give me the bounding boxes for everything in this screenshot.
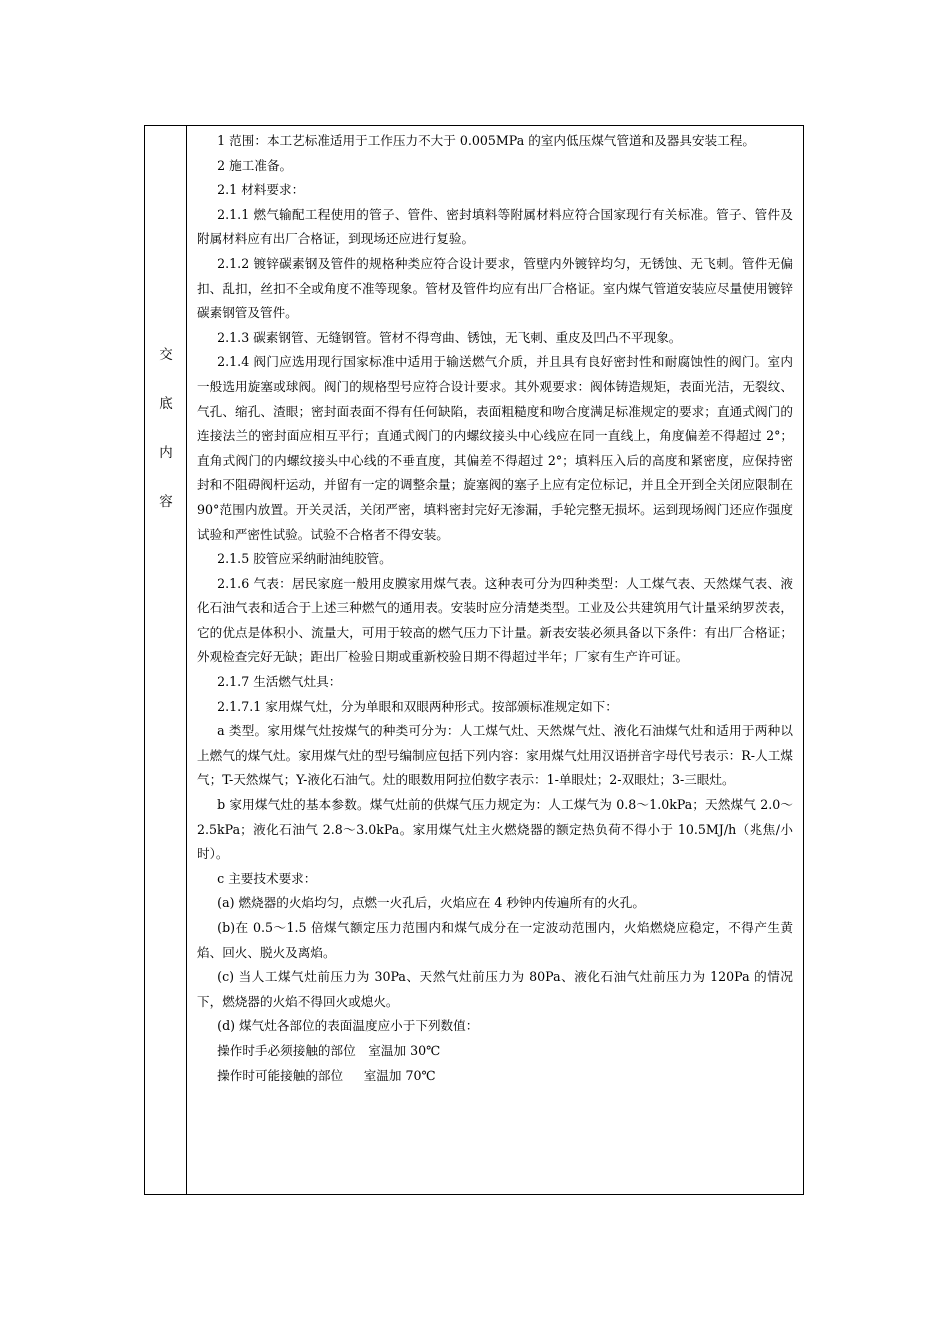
paragraph: 2.1.7 生活燃气灶具：	[217, 674, 342, 690]
paragraph: c 主要技术要求：	[217, 870, 317, 886]
paragraph: 2 施工准备。	[217, 157, 293, 173]
paragraph: 2.1.5 胶管应采纳耐油纯胶管。	[217, 551, 392, 567]
side-label-char: 容	[159, 494, 173, 510]
temperature-line: 操作时手必须接触的部位 室温加 30℃	[217, 1042, 441, 1058]
paragraph: 2.1.7.1 家用煤气灶，分为单眼和双眼两种形式。按部颁标准规定如下：	[217, 698, 618, 714]
side-label-char: 交	[159, 347, 173, 363]
paragraph: a 类型。家用煤气灶按煤气的种类可分为：人工煤气灶、天然煤气灶、液化石油煤气灶和适用于两种以上燃气的煤气灶。家用煤气灶的型号编制应包括下列内容：家用煤气灶用汉语拼音字母代号表示：R-人工煤气；T-天然煤气；Y-液化石油气。灶的眼数用阿拉伯数字表示：1-单眼灶；2-双眼灶；3-三眼灶。	[197, 723, 793, 788]
side-label-char: 底	[159, 396, 173, 412]
paragraph: (c) 当人工煤气灶前压力为 30Pa、天然气灶前压力为 80Pa、液化石油气灶前压力为 120Pa 的情况下，燃烧器的火焰不得回火或熄火。	[197, 969, 793, 1009]
paragraph: 2.1.3 碳素钢管、无缝钢管。管材不得弯曲、锈蚀，无飞刺、重皮及凹凸不平现象。	[217, 329, 682, 345]
temperature-line: 操作时可能接触的部位 室温加 70℃	[217, 1067, 436, 1083]
paragraph: (b)在 0.5～1.5 倍煤气额定压力范围内和煤气成分在一定波动范围内，火焰燃烧应稳定，不得产生黄焰、回火、脱火及离焰。	[197, 920, 793, 960]
disclosure-table	[144, 125, 804, 1195]
side-label-cell	[145, 126, 187, 1194]
paragraph: 2.1 材料要求：	[217, 182, 305, 198]
paragraph: (a) 燃烧器的火焰均匀，点燃一火孔后，火焰应在 4 秒钟内传遍所有的火孔。	[217, 895, 645, 911]
paragraph: 2.1.6 气表：居民家庭一般用皮膜家用煤气表。这种表可分为四种类型：人工煤气表、天然煤气表、液化石油气表和适合于上述三种燃气的通用表。安装时应分清楚类型。工业及公共建筑用气计量采纳罗茨表，它的优点是体积小、流量大，可用于较高的燃气压力下计量。新表安装必须具备以下条件：有出厂合格证；外观检查完好无缺；距出厂检验日期或重新校验日期不得超过半年；厂家有生产许可证。	[197, 575, 793, 665]
paragraph: 2.1.4 阀门应选用现行国家标准中适用于输送燃气介质，并且具有良好密封性和耐腐蚀性的阀门。室内一般选用旋塞或球阀。阀门的规格型号应符合设计要求。其外观要求：阀体铸造规矩，表面光洁，无裂纹、气孔、缩孔、渣眼；密封面表面不得有任何缺陷，表面粗糙度和吻合度满足标准规定的要求；直通式阀门的连接法兰的密封面应相互平行；直通式阀门的内螺纹接头中心线应在同一直线上，角度偏差不得超过 2°；直角式阀门的内螺纹接头中心线的不垂直度，其偏差不得超过 2°；填料压入后的高度和紧密度，应保持密封和不阻碍阀杆运动，并留有一定的调整余量；旋塞阀的塞子上应有定位标记，并且全开到全关闭应限制在 90°范围内放置。开关灵活，关闭严密，填料密封完好无渗漏，手轮完整无损坏。运到现场阀门还应作强度试验和严密性试验。试验不合格者不得安装。	[197, 354, 793, 542]
paragraph: 2.1.2 镀锌碳素钢及管件的规格种类应符合设计要求，管壁内外镀锌均匀，无锈蚀、无飞刺。管件无偏扣、乱扣，丝扣不全或角度不准等现象。管材及管件均应有出厂合格证。室内煤气管道安装应尽量使用镀锌碳素钢管及管件。	[197, 255, 793, 321]
paragraph: b 家用煤气灶的基本参数。煤气灶前的供煤气压力规定为：人工煤气为 0.8～1.0kPa；天然煤气 2.0～2.5kPa；液化石油气 2.8～3.0kPa。家用煤气灶主火燃烧器的额定热负荷不得小于 10.5MJ/h（兆焦/小时）。	[197, 797, 793, 862]
paragraph: 1 范围：本工艺标准适用于工作压力不大于 0.005MPa 的室内低压煤气管道和及器具安装工程。	[217, 133, 755, 148]
side-label-char: 内	[159, 445, 173, 461]
paragraph: 2.1.1 燃气输配工程使用的管子、管件、密封填料等附属材料应符合国家现行有关标准。管子、管件及附属材料应有出厂合格证，到现场还应进行复验。	[197, 206, 793, 247]
paragraph: (d) 煤气灶各部位的表面温度应小于下列数值：	[217, 1018, 479, 1034]
content-cell	[187, 126, 803, 1194]
